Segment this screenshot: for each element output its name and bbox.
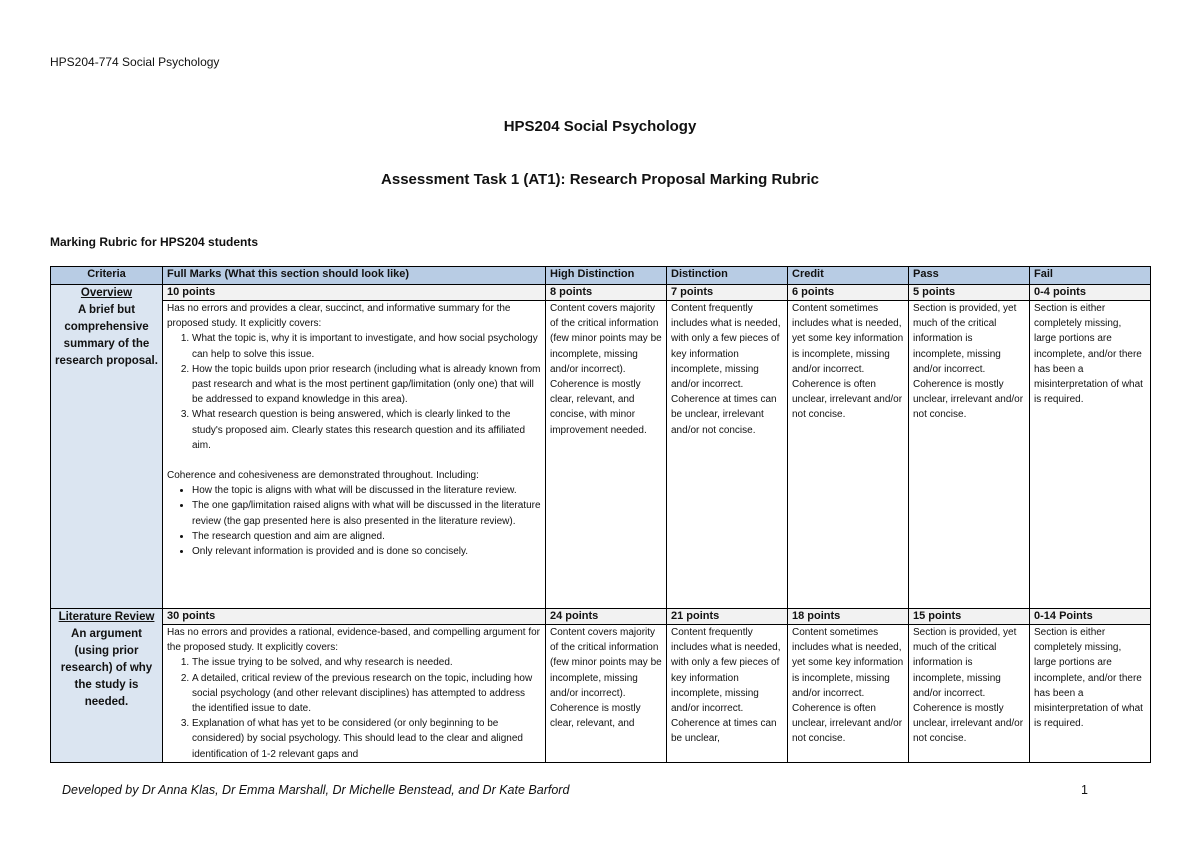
literature-full-intro: Has no errors and provides a rational, evidence-based, and compelling argument for the proposed study. It explicitly covers: xyxy=(167,627,540,654)
col-header-criteria: Criteria xyxy=(51,267,163,285)
header-row xyxy=(51,267,1151,285)
literature-c-points: 18 points xyxy=(788,609,909,625)
overview-f-cell: Section is either completely missing, large portions are incomplete, and/or there has been a misinterpretation of what is required. xyxy=(1030,301,1151,609)
col-header-pass: Pass xyxy=(909,267,1030,285)
col-header-fail: Fail xyxy=(1030,267,1151,285)
overview-f-points: 0-4 points xyxy=(1030,285,1151,301)
literature-points-row xyxy=(51,609,1151,625)
footer-credits: Developed by Dr Anna Klas, Dr Emma Marshall, Dr Michelle Benstead, and Dr Kate Barford xyxy=(62,783,570,797)
overview-p-cell: Section is provided, yet much of the critical information is incomplete, missing and/or incorrect. Coherence is mostly unclear, irrelevant and/or not concise. xyxy=(909,301,1030,609)
overview-full-marks-cell xyxy=(163,301,546,609)
literature-p-points: 15 points xyxy=(909,609,1030,625)
literature-content-row xyxy=(51,625,1151,763)
overview-points-row xyxy=(51,285,1151,301)
col-header-high-distinction: High Distinction xyxy=(546,267,667,285)
literature-f-cell: Section is either completely missing, large portions are incomplete, and/or there has been a misinterpretation of what is required. xyxy=(1030,625,1151,763)
list-item: 1. The issue trying to be solved, and why research is needed. xyxy=(192,655,541,670)
literature-full-marks-cell xyxy=(163,625,546,763)
overview-full-intro: Has no errors and provides a clear, succinct, and informative summary for the proposed study. It explicitly covers: xyxy=(167,303,511,330)
overview-d-points: 7 points xyxy=(667,285,788,301)
overview-p-points: 5 points xyxy=(909,285,1030,301)
list-item: 3. Explanation of what has yet to be considered (or only beginning to be considered) by social psychology. This should lead to the clear and aligned identification of 1-2 relevant gaps and xyxy=(192,716,541,762)
overview-full-list xyxy=(167,331,541,453)
col-header-distinction: Distinction xyxy=(667,267,788,285)
literature-d-cell: Content frequently includes what is needed, with only a few pieces of key information incomplete, missing and/or incorrect. Coherence at times can be unclear, xyxy=(667,625,788,763)
literature-full-points: 30 points xyxy=(163,609,546,625)
overview-coherence-intro: Coherence and cohesiveness are demonstrated throughout. Including: xyxy=(167,470,479,482)
overview-criteria-name: Overview xyxy=(80,287,133,299)
list-item: • Only relevant information is provided and is done so concisely. xyxy=(192,544,541,559)
overview-c-points: 6 points xyxy=(788,285,909,301)
list-item: 1. What the topic is, why it is important to investigate, and how social psychology can help to solve this issue. xyxy=(192,331,541,361)
overview-hd-cell: Content covers majority of the critical information (few minor points may be incomplete, missing and/or incorrect). Coherence is mostly clear, relevant, and concise, with minor improvement needed. xyxy=(546,301,667,609)
overview-criteria-desc: A brief but comprehensive summary of the research proposal. xyxy=(55,304,158,367)
overview-full-points: 10 points xyxy=(163,285,546,301)
list-item: • The one gap/limitation raised aligns with what will be discussed in the literature review (the gap presented here is also presented in the literature review). xyxy=(192,498,541,528)
overview-coherence-list xyxy=(167,483,541,559)
overview-hd-points: 8 points xyxy=(546,285,667,301)
running-header: HPS204-774 Social Psychology xyxy=(50,55,220,69)
overview-criteria-cell xyxy=(51,285,163,609)
list-item: • The research question and aim are aligned. xyxy=(192,529,541,544)
overview-d-cell: Content frequently includes what is needed, with only a few pieces of key information incomplete, missing and/or incorrect. Coherence at times can be unclear, irrelevant and/or not concise. xyxy=(667,301,788,609)
literature-hd-points: 24 points xyxy=(546,609,667,625)
page-number: 1 xyxy=(1081,783,1088,797)
list-item: 3. What research question is being answered, which is clearly linked to the study's proposed aim. Clearly states this research question and its affiliated aim. xyxy=(192,407,541,453)
literature-hd-cell: Content covers majority of the critical information (few minor points may be incomplete, missing and/or incorrect). Coherence is mostly clear, relevant, and xyxy=(546,625,667,763)
overview-c-cell: Content sometimes includes what is needed, yet some key information is incomplete, missing and/or incorrect. Coherence is often unclear, irrelevant and/or not concise. xyxy=(788,301,909,609)
literature-d-points: 21 points xyxy=(667,609,788,625)
rubric-table xyxy=(50,266,1151,763)
document-subtitle: Assessment Task 1 (AT1): Research Proposal Marking Rubric xyxy=(381,171,819,188)
section-label: Marking Rubric for HPS204 students xyxy=(50,235,259,249)
document-title: HPS204 Social Psychology xyxy=(503,118,697,135)
literature-criteria-cell xyxy=(51,609,163,763)
col-header-credit: Credit xyxy=(788,267,909,285)
literature-p-cell: Section is provided, yet much of the critical information is incomplete, missing and/or incorrect. Coherence is mostly unclear, irrelevant and/or not concise. xyxy=(909,625,1030,763)
literature-full-list xyxy=(167,655,541,761)
literature-criteria-desc: An argument (using prior research) of why the study is needed. xyxy=(60,628,153,708)
col-header-full-marks: Full Marks (What this section should look like) xyxy=(163,267,546,285)
list-item: • How the topic is aligns with what will be discussed in the literature review. xyxy=(192,483,541,498)
literature-c-cell: Content sometimes includes what is needed, yet some key information is incomplete, missing and/or incorrect. Coherence is often unclear, irrelevant and/or not concise. xyxy=(788,625,909,763)
overview-content-row xyxy=(51,301,1151,609)
literature-criteria-name: Literature Review xyxy=(58,611,155,623)
list-item: 2. A detailed, critical review of the previous research on the topic, including how social psychology (and other relevant disciplines) has attempted to address the identified issue to date. xyxy=(192,671,541,717)
list-item: 2. How the topic builds upon prior research (including what is already known from past research and what is the most pertinent gap/limitation (only one) that will be addressed to expand knowledge in this area). xyxy=(192,362,541,408)
literature-f-points: 0-14 Points xyxy=(1030,609,1151,625)
